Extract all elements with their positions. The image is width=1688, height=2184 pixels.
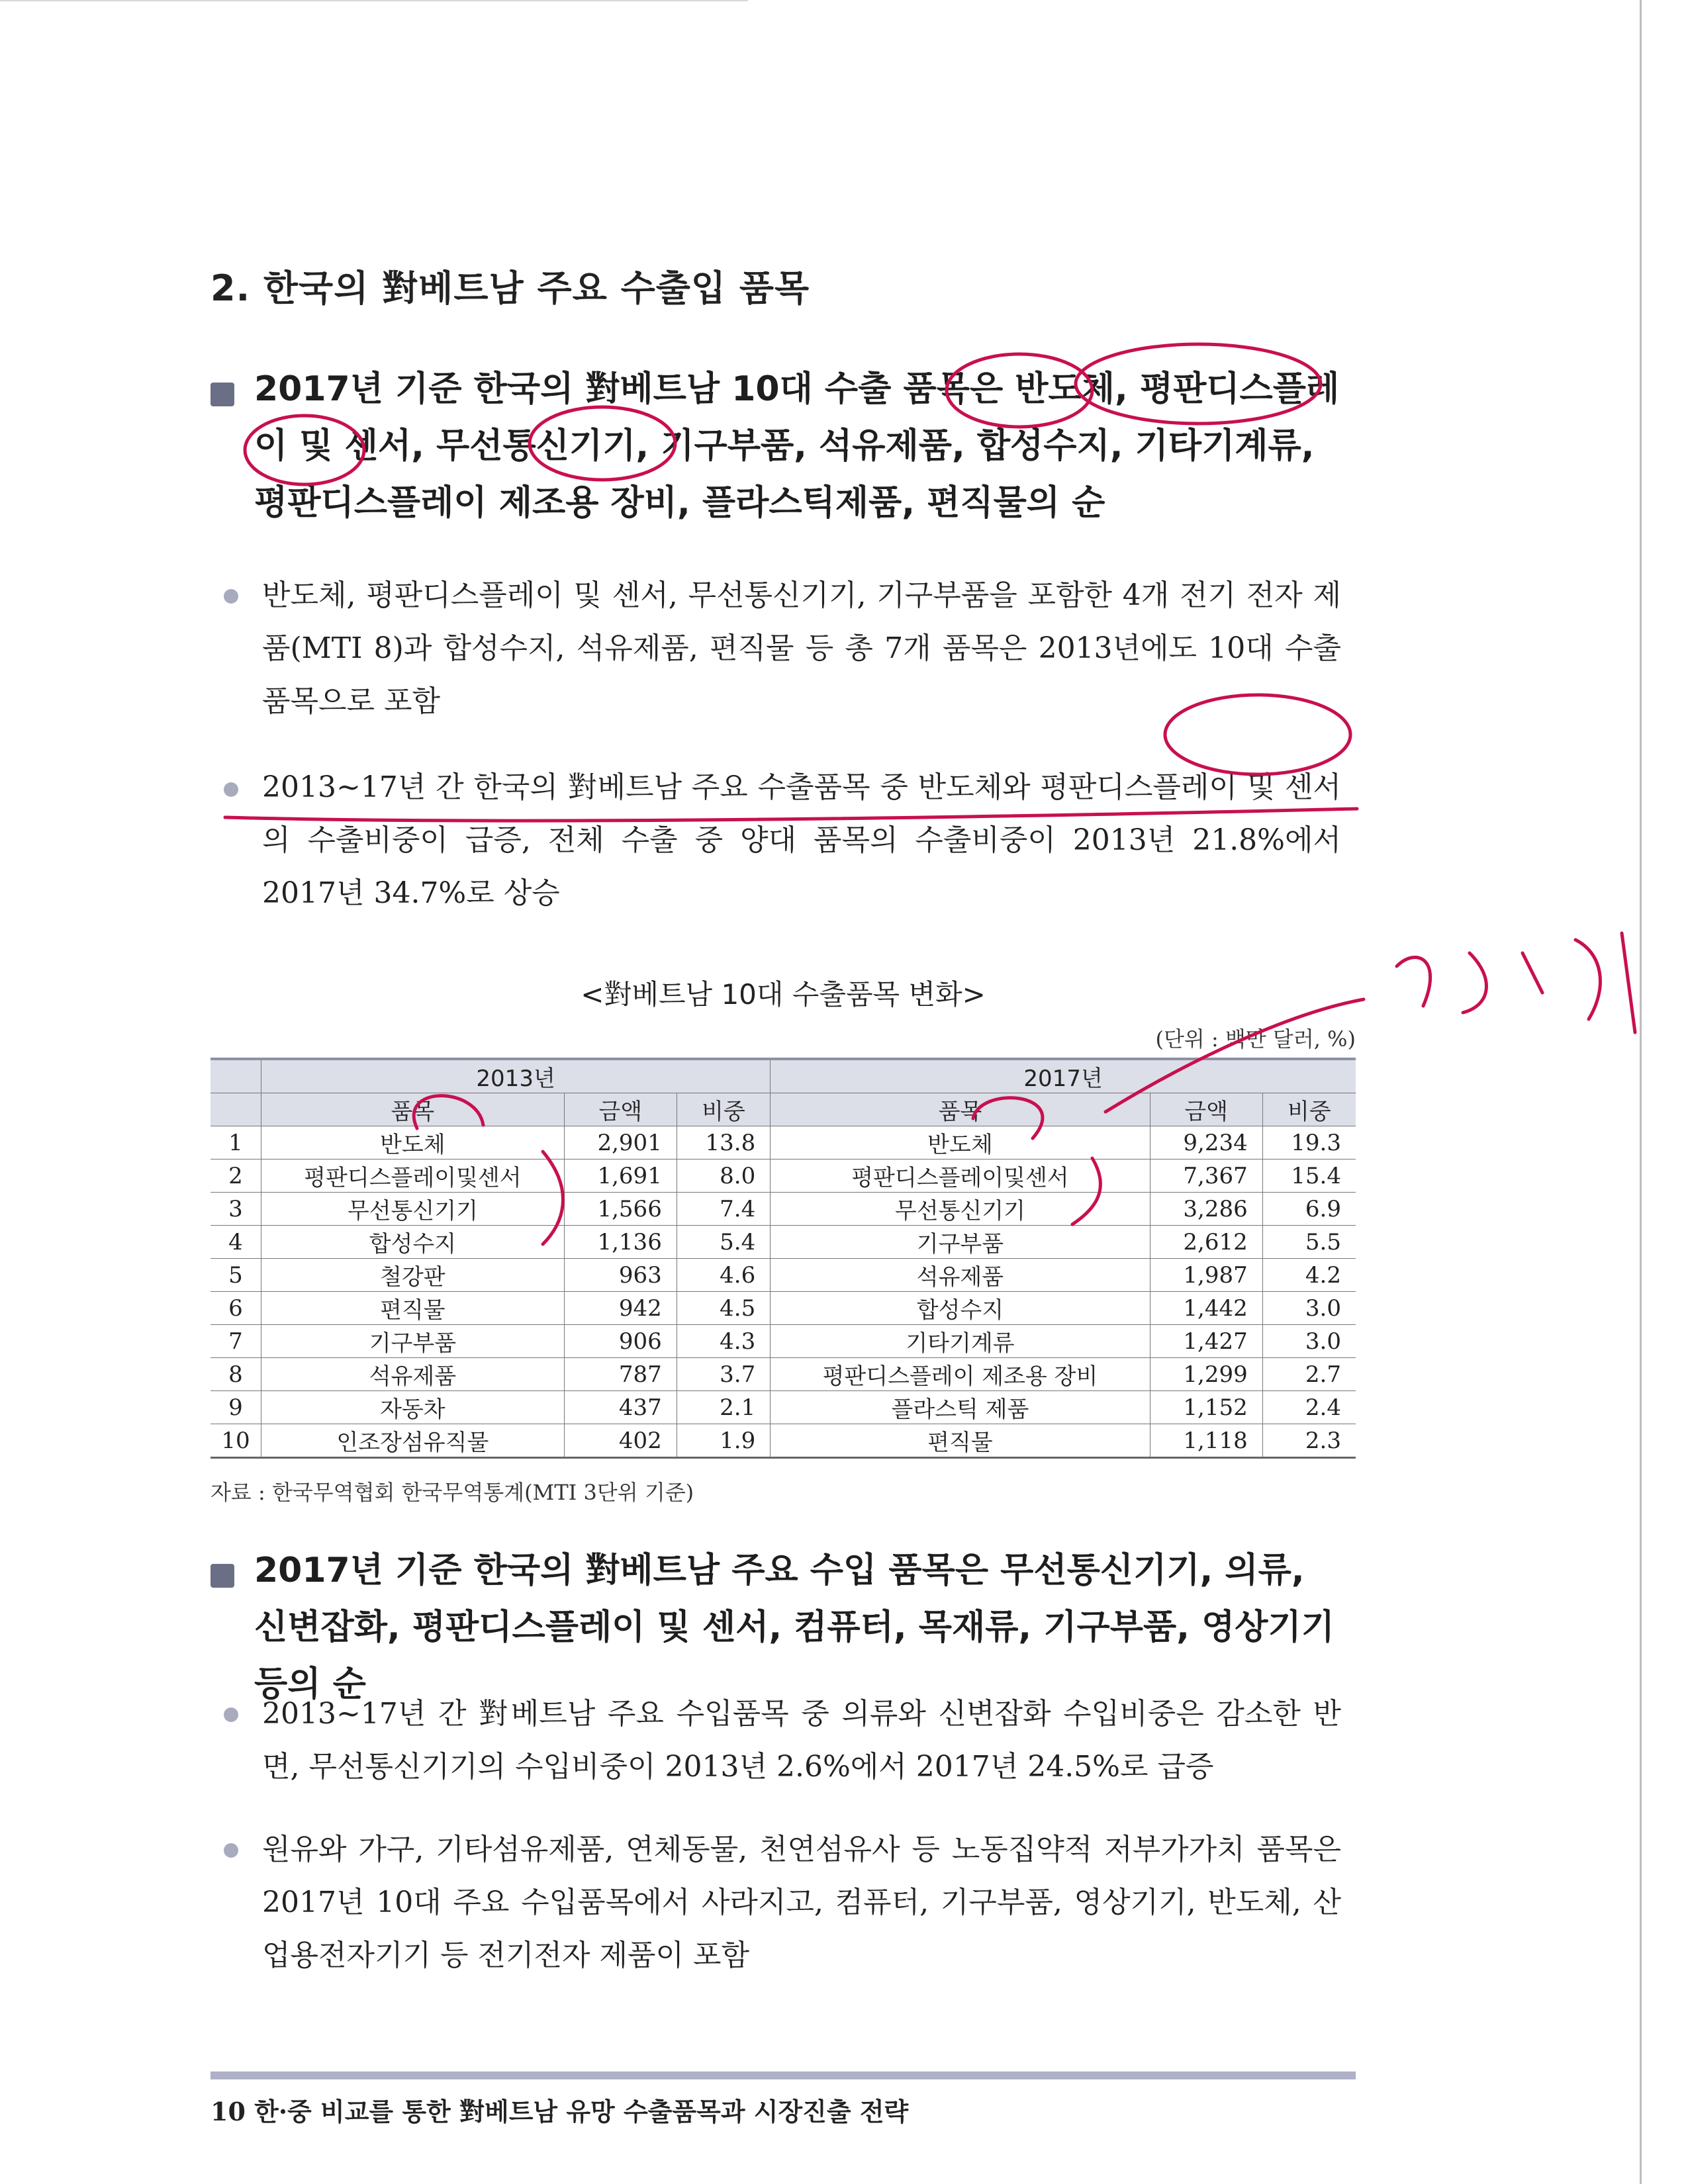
round-bullet-icon: [224, 1707, 238, 1722]
col-share-2013: 비중: [677, 1093, 770, 1126]
table-row: 3 무선통신기기 1,566 7.4 무선통신기기 3,286 6.9: [211, 1193, 1356, 1226]
top-rule: [0, 0, 748, 1]
ink-handwriting: [1397, 933, 1635, 1032]
export-bullet-1: 반도체, 평판디스플레이 및 센서, 무선통신기기, 기구부품을 포함한 4개 전기 전자 제품(MTI 8)과 합성수지, 석유제품, 편직물 등 총 7개 품목은 2013년에도 10대 수출품목으로 포함: [262, 578, 1341, 718]
square-bullet-icon: [211, 1564, 234, 1588]
table-column-row: [211, 1093, 1356, 1126]
export-items-table: [211, 1058, 1356, 1459]
col-amount-2017: 금액: [1150, 1093, 1262, 1126]
table-row: 10 인조장섬유직물 402 1.9 편직물 1,118 2.3: [211, 1424, 1356, 1458]
col-share-2017: 비중: [1262, 1093, 1356, 1126]
col-item-2017: 품목: [771, 1093, 1150, 1126]
import-bullet-2: 원유와 가구, 기타섬유제품, 연체동물, 천연섬유사 등 노동집약적 저부가가치 품목은 2017년 10대 주요 수입품목에서 사라지고, 컴퓨터, 기구부품, 영상기기, 반도체, 산업용전자기기 등 전기전자 제품이 포함: [262, 1833, 1341, 1972]
table-row: 1 반도체 2,901 13.8 반도체 9,234 19.3: [211, 1126, 1356, 1160]
import-heading: 2017년 기준 한국의 對베트남 주요 수입 품목은 무선통신기기, 의류, 신변잡화, 평판디스플레이 및 센서, 컴퓨터, 목재류, 기구부품, 영상기기 등의 순: [254, 1551, 1335, 1704]
round-bullet-icon: [224, 1843, 238, 1858]
year-2017-header: 2017년: [771, 1059, 1356, 1093]
round-bullet-icon: [224, 782, 238, 797]
round-bullet-icon: [224, 589, 238, 604]
col-amount-2013: 금액: [564, 1093, 677, 1126]
col-item-2013: 품목: [261, 1093, 565, 1126]
table-row: 6 편직물 942 4.5 합성수지 1,442 3.0: [211, 1292, 1356, 1325]
year-2013-header: 2013년: [261, 1059, 771, 1093]
page-edge: [1640, 0, 1642, 2184]
table-row: 7 기구부품 906 4.3 기타기계류 1,427 3.0: [211, 1325, 1356, 1358]
page-footer: 10 한·중 비교를 통한 對베트남 유망 수출품목과 시장진출 전략: [211, 2097, 909, 2126]
table-row: 4 합성수지 1,136 5.4 기구부품 2,612 5.5: [211, 1226, 1356, 1259]
square-bullet-icon: [211, 383, 234, 406]
footer-rule: [211, 2071, 1356, 2079]
export-heading: 2017년 기준 한국의 對베트남 10대 수출 품목은 반도체, 평판디스플레이 및 센서, 무선통신기기, 기구부품, 석유제품, 합성수지, 기타기계류, 평판디스플레이 제조용 장비, 플라스틱제품, 편직물의 순: [254, 369, 1340, 523]
table-row: 5 철강판 963 4.6 석유제품 1,987 4.2: [211, 1259, 1356, 1292]
table-source: 자료 : 한국무역협회 한국무역통계(MTI 3단위 기준): [211, 1480, 694, 1505]
table-row: 2 평판디스플레이및센서 1,691 8.0 평판디스플레이및센서 7,367 15.4: [211, 1160, 1356, 1193]
table-row: 8 석유제품 787 3.7 평판디스플레이 제조용 장비 1,299 2.7: [211, 1358, 1356, 1391]
section-title: 2. 한국의 對베트남 주요 수출입 품목: [211, 267, 810, 309]
export-bullet-2: 2013~17년 간 한국의 對베트남 주요 수출품목 중 반도체와 평판디스플레이 및 센서의 수출비중이 급증, 전체 수출 중 양대 품목의 수출비중이 2013년 21.8%에서 2017년 34.7%로 상승: [262, 770, 1341, 910]
table-year-row: [211, 1059, 1356, 1093]
table-caption: <對베트남 10대 수출품목 변화>: [581, 978, 986, 1011]
import-bullet-1: 2013~17년 간 對베트남 주요 수입품목 중 의류와 신변잡화 수입비중은 감소한 반면, 무선통신기기의 수입비중이 2013년 2.6%에서 2017년 24.5%로 급증: [262, 1697, 1341, 1784]
table-unit: (단위 : 백만 달러, %): [1155, 1026, 1356, 1052]
table-row: 9 자동차 437 2.1 플라스틱 제품 1,152 2.4: [211, 1391, 1356, 1424]
